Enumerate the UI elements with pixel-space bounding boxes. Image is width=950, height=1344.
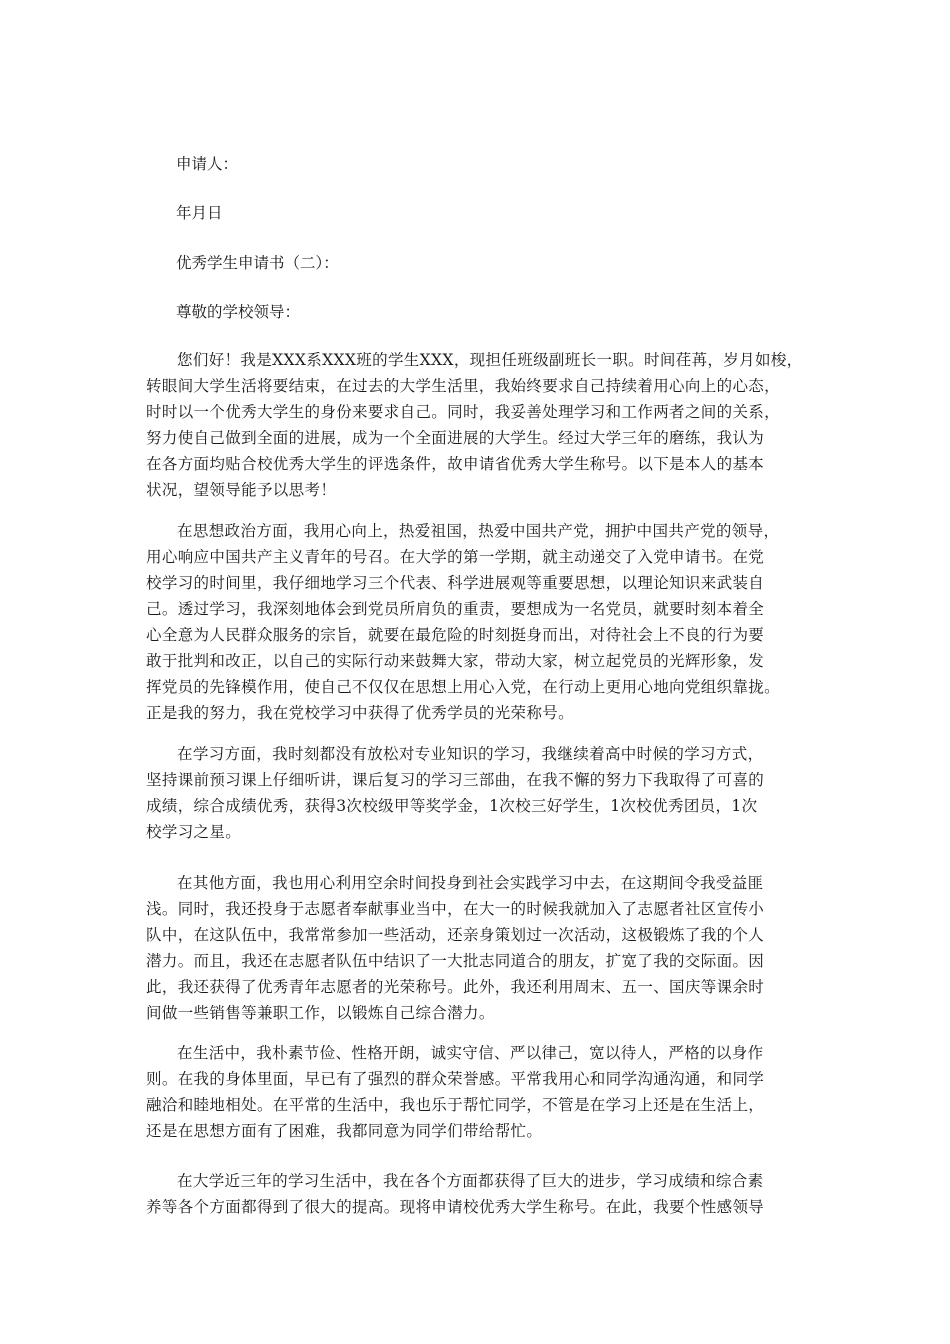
text-line: 努力使自己做到全面的进展，成为一个全面进展的大学生。经过大学三年的磨练，我认为 [146, 429, 765, 447]
text-line: 在学习方面，我时刻都没有放松对专业知识的学习，我继续着高中时候的学习方式， [177, 745, 764, 763]
text-line: 此，我还获得了优秀青年志愿者的光荣称号。此外，我还利用周末、五一、国庆等课余时 [146, 978, 765, 996]
text-line: 在其他方面，我也用心利用空余时间投身到社会实践学习中去，在这期间令我受益匪 [177, 874, 764, 892]
text-line: 浅。同时，我还投身于志愿者奉献事业当中，在大一的时候我就加入了志愿者社区宣传小 [146, 900, 765, 918]
text-line: 队中，在这队伍中，我常常参加一些活动，还亲身策划过一次活动，这极锻炼了我的个人 [146, 926, 765, 944]
text-line: 己。透过学习，我深刻地体会到党员所肩负的重责，要想成为一名党员，就要时刻本着全 [146, 600, 765, 618]
text-line: 在各方面均贴合校优秀大学生的评选条件，故申请省优秀大学生称号。以下是本人的基本 [146, 455, 765, 473]
text-line: 在思想政治方面，我用心向上，热爱祖国，热爱中国共产党，拥护中国共产党的领导， [177, 522, 780, 540]
text-line: 状况，望领导能予以思考！ [146, 481, 337, 499]
text-line: 您们好！我是XXX系XXX班的学生XXX，现担任班级副班长一职。时间荏苒，岁月如梭， [177, 351, 803, 369]
paragraph-life [146, 1040, 816, 1144]
text-line: 坚持课前预习课上仔细听讲，课后复习的学习三部曲，在我不懈的努力下我取得了可喜的 [146, 771, 765, 789]
paragraph-study [146, 741, 816, 845]
paragraph-intro [146, 347, 816, 503]
text-line: 则。在我的身体里面，早已有了强烈的群众荣誉感。平常我用心和同学沟通沟通，和同学 [146, 1070, 765, 1088]
text-line: 用心响应中国共产主义青年的号召。在大学的第一学期，就主动递交了入党申请书。在党 [146, 548, 765, 566]
text-line: 在大学近三年的学习生活中，我在各个方面都获得了巨大的进步，学习成绩和综合素 [177, 1172, 764, 1190]
text-line: 正是我的努力，我在党校学习中获得了优秀学员的光荣称号。 [146, 704, 574, 722]
text-line: 时时以一个优秀大学生的身份来要求自己。同时，我妥善处理学习和工作两者之间的关系， [146, 403, 781, 421]
document-title: 优秀学生申请书（二）： [176, 254, 339, 272]
applicant-line: 申请人： [176, 155, 239, 173]
text-line: 间做一些销售等兼职工作，以锻炼自己综合潜力。 [146, 1004, 495, 1022]
text-line: 潜力。而且，我还在志愿者队伍中结识了一大批志同道合的朋友，扩宽了我的交际面。因 [146, 952, 765, 970]
paragraph-summary [146, 1168, 816, 1220]
date-line: 年月日 [176, 204, 223, 222]
text-line: 敢于批判和改正，以自己的实际行动来鼓舞大家，带动大家，树立起党员的光辉形象，发 [146, 652, 765, 670]
paragraph-politics [146, 518, 816, 726]
text-line: 融洽和睦地相处。在平常的生活中，我也乐于帮忙同学，不管是在学习上还是在生活上， [146, 1096, 765, 1114]
paragraph-other [146, 870, 816, 1026]
salutation: 尊敬的学校领导： [176, 303, 301, 321]
text-line: 校学习之星。 [146, 823, 242, 841]
text-line: 校学习的时间里，我仔细地学习三个代表、科学进展观等重要思想，以理论知识来武装自 [146, 574, 765, 592]
text-line: 养等各个方面都得到了很大的提高。现将申请校优秀大学生称号。在此，我要个性感领导 [146, 1198, 765, 1216]
text-line: 在生活中，我朴素节俭、性格开朗，诚实守信、严以律己，宽以待人，严格的以身作 [177, 1044, 764, 1062]
text-line: 转眼间大学生活将要结束，在过去的大学生活里，我始终要求自己持续着用心向上的心态， [146, 377, 781, 395]
text-line: 还是在思想方面有了困难，我都同意为同学们带给帮忙。 [146, 1122, 543, 1140]
text-line: 心全意为人民群众服务的宗旨，就要在最危险的时刻挺身而出，对待社会上不良的行为要 [146, 626, 765, 644]
text-line: 成绩，综合成绩优秀，获得3次校级甲等奖学金，1次校三好学生，1次校优秀团员，1次 [146, 797, 758, 815]
text-line: 挥党员的先锋模作用，使自己不仅仅在思想上用心入党，在行动上更用心地向党组织靠拢。 [146, 678, 781, 696]
